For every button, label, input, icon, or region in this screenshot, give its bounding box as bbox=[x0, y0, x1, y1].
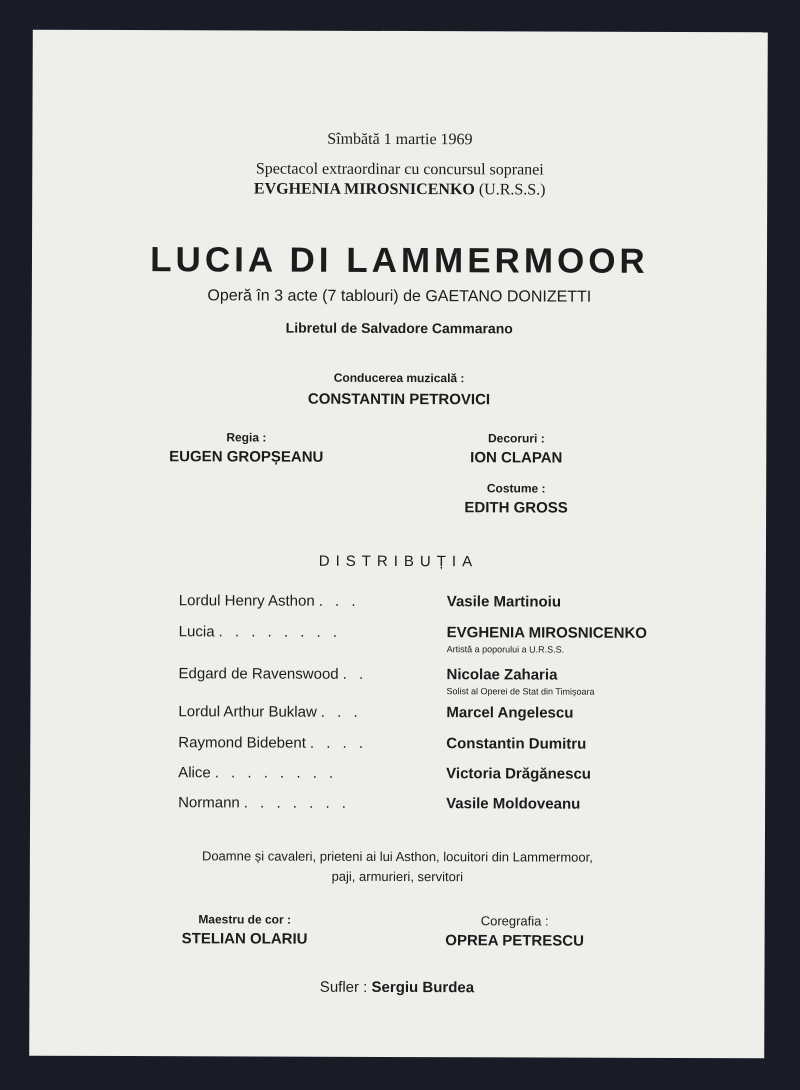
sets-label: Decoruri : bbox=[488, 431, 545, 446]
costumes-block bbox=[386, 481, 646, 517]
libretto-author: Salvadore Cammarano bbox=[361, 319, 513, 337]
role-name: Edgard de Ravenswood . . bbox=[178, 665, 368, 683]
actor-note: Artistă a poporului a U.R.S.S. bbox=[446, 644, 565, 655]
director-label: Regia : bbox=[226, 430, 267, 445]
conductor-label: Conducerea muzicală : bbox=[333, 370, 465, 386]
actor-name: Nicolae Zaharia bbox=[446, 666, 558, 684]
sets-name: ION CLAPAN bbox=[470, 449, 563, 467]
choreography-block bbox=[385, 913, 645, 950]
cast-list bbox=[178, 592, 739, 813]
actor-name: Marcel Angelescu bbox=[446, 704, 574, 722]
chorus-master-name: STELIAN OLARIU bbox=[181, 930, 308, 948]
actor-name: Constantin Dumitru bbox=[446, 735, 587, 753]
director-block bbox=[116, 430, 376, 466]
soloist-line bbox=[32, 180, 767, 201]
actor-name: Victoria Drăgănescu bbox=[446, 765, 592, 783]
opera-subtitle: Operă în 3 acte (7 tablouri) de GAETANO DONIZETTI bbox=[207, 287, 592, 306]
prompter-line bbox=[29, 978, 764, 998]
chorus-master-label: Maestru de cor : bbox=[198, 912, 292, 927]
conductor-name: CONSTANTIN PETROVICI bbox=[307, 390, 491, 409]
intro-line: Spectacol extraordinar cu concursul sopranei bbox=[255, 160, 544, 179]
chorus-line-2: paji, armurieri, servitori bbox=[331, 868, 464, 885]
actor-note: Solist al Operei de Stat din Timișoara bbox=[446, 686, 595, 697]
opera-title: LUCIA DI LAMMERMOOR bbox=[150, 240, 649, 281]
role-name: Raymond Bidebent . . . . bbox=[178, 734, 368, 752]
role-name: Lordul Arthur Buklaw . . . bbox=[178, 703, 362, 721]
costumes-label: Costume : bbox=[486, 481, 546, 496]
role-name: Lordul Henry Asthon . . . bbox=[178, 592, 360, 610]
cast-heading: DISTRIBUȚIA bbox=[318, 552, 479, 571]
soloist-country: (U.R.S.S.) bbox=[478, 181, 546, 199]
libretto-label: Libretul de bbox=[285, 319, 358, 336]
actor-name: Vasile Martinoiu bbox=[446, 593, 562, 611]
prompter-name: Sergiu Burdea bbox=[371, 978, 475, 997]
role-name: Alice . . . . . . . . bbox=[178, 764, 338, 782]
prompter-label: Sufler : bbox=[319, 978, 368, 996]
choreography-label: Coregrafia : bbox=[480, 913, 549, 929]
program-sheet bbox=[29, 30, 768, 1059]
sets-block bbox=[386, 431, 646, 467]
chorus-master-block bbox=[115, 912, 375, 948]
actor-name: Vasile Moldoveanu bbox=[446, 795, 581, 813]
actor-name: EVGHENIA MIROSNICENKO bbox=[446, 624, 648, 642]
performance-date: Sîmbătă 1 martie 1969 bbox=[327, 130, 473, 149]
role-name: Lucia . . . . . . . . bbox=[178, 623, 342, 641]
director-name: EUGEN GROPȘEANU bbox=[169, 448, 324, 466]
soloist-name: EVGHENIA MIROSNICENKO bbox=[253, 180, 475, 199]
role-name: Normann . . . . . . . bbox=[178, 794, 351, 812]
costumes-name: EDITH GROSS bbox=[464, 499, 568, 517]
chorus-line-1: Doamne și cavaleri, prieteni ai lui Asthon, locuitori din Lammermoor, bbox=[201, 848, 593, 865]
choreography-name: OPREA PETRESCU bbox=[445, 932, 584, 950]
libretto-line bbox=[32, 319, 767, 338]
